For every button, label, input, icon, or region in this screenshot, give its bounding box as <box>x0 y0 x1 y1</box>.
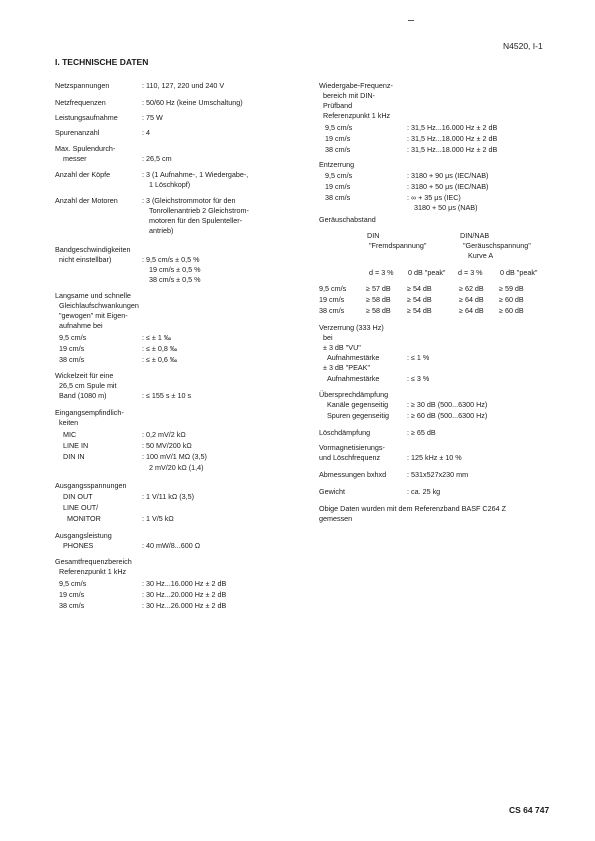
spec-eingang-label: Eingangsempfindlich- <box>55 408 124 417</box>
geraeusch-col-header: d = 3 % <box>458 268 483 277</box>
spec-loesch-value: : ≥ 65 dB <box>407 428 436 437</box>
geraeusch-col-header: d = 3 % <box>369 268 394 277</box>
spec-freq-label: Netzfrequenzen <box>55 98 106 107</box>
spec-abm-value: : 531x527x230 mm <box>407 470 469 479</box>
spec-gleich-speed: 38 cm/s <box>59 355 85 364</box>
spec-gew-label: Gewicht <box>319 487 345 496</box>
spec-wieder-label: Referenzpunkt 1 kHz <box>323 111 391 120</box>
spec-dinout-value: : 1 V/11 kΩ (3,5) <box>142 492 194 501</box>
spec-gleich-value: : ≤ ± 1 ‰ <box>142 333 172 342</box>
spec-entz-value: : 3180 + 50 μs (IEC/NAB) <box>407 182 489 191</box>
footnote: gemessen <box>319 514 353 523</box>
spec-motoren-value: : 3 (Gleichstrommotor für den <box>142 196 236 205</box>
spec-lineout-label: LINE OUT/ <box>63 503 99 512</box>
spec-eingang-label: keiten <box>59 418 79 427</box>
spec-linein-label: LINE IN <box>63 441 89 450</box>
spec-band-label: nicht einstellbar) <box>59 255 112 264</box>
spec-dinin-value: : 100 mV/1 MΩ (3,5) <box>142 452 207 461</box>
spec-netz-label: Netzspannungen <box>55 81 110 90</box>
spec-gesamt-label: Referenzpunkt 1 kHz <box>59 567 127 576</box>
spec-lineout-value: : 1 V/5 kΩ <box>142 514 174 523</box>
spec-verz-auf: Aufnahmestärke <box>327 353 380 362</box>
spec-band-value: 19 cm/s ± 0,5 % <box>149 265 201 274</box>
geraeusch-dinnab-head: DIN/NAB <box>460 231 490 240</box>
spec-gesamt-value: : 30 Hz...26.000 Hz ± 2 dB <box>142 601 227 610</box>
spec-gleich-value: : ≤ ± 0,6 ‰ <box>142 355 178 364</box>
spec-gesamt-value: : 30 Hz...20.000 Hz ± 2 dB <box>142 590 227 599</box>
spec-wickel-value: : ≤ 155 s ± 10 s <box>142 391 192 400</box>
spec-gesamt-speed: 38 cm/s <box>59 601 85 610</box>
spec-wieder-value: : 31,5 Hz...18.000 Hz ± 2 dB <box>407 145 498 154</box>
spec-band-value: : 9,5 cm/s ± 0,5 % <box>142 255 200 264</box>
geraeusch-cell: ≥ 59 dB <box>499 284 524 293</box>
geraeusch-cell: ≥ 64 dB <box>459 295 484 304</box>
spec-gleich-label: aufnahme bei <box>59 321 103 330</box>
spec-motoren-value: Tonrollenantrieb 2 Gleichstrom- <box>149 206 249 215</box>
spec-gleich-value: : ≤ ± 0,8 ‰ <box>142 344 178 353</box>
document-id: N4520, I-1 <box>503 41 543 51</box>
geraeusch-dinnab-sub2: Kurve A <box>468 251 494 260</box>
spec-spur-label: Spurenanzahl <box>55 128 100 137</box>
spec-ueber-label: Übersprechdämpfung <box>319 390 389 399</box>
spec-gesamt-value: : 30 Hz...16.000 Hz ± 2 dB <box>142 579 227 588</box>
spec-phones-label: PHONES <box>63 541 94 550</box>
spec-verz-label: Verzerrung (333 Hz) <box>319 323 384 332</box>
spec-wieder-speed: 19 cm/s <box>325 134 351 143</box>
spec-verz-bei: bei <box>323 333 333 342</box>
geraeusch-col-header: 0 dB "peak" <box>500 268 538 277</box>
spec-gleich-speed: 9,5 cm/s <box>59 333 87 342</box>
footer-code: CS 64 747 <box>509 805 550 815</box>
geraeusch-row-speed: 19 cm/s <box>319 295 345 304</box>
spec-entz-value: 3180 + 50 μs (NAB) <box>414 203 478 212</box>
geraeusch-dinnab-sub: "Geräuschspannung" <box>463 241 531 250</box>
spec-gesamt-speed: 19 cm/s <box>59 590 85 599</box>
geraeusch-row-speed: 38 cm/s <box>319 306 345 315</box>
geraeusch-row-speed: 9,5 cm/s <box>319 284 347 293</box>
spec-gesamt-speed: 9,5 cm/s <box>59 579 87 588</box>
spec-dinin-label: DIN IN <box>63 452 85 461</box>
spec-geraeusch-label: Geräuschabstand <box>319 215 376 224</box>
geraeusch-col-header: 0 dB "peak" <box>408 268 446 277</box>
spec-verz-auf: Aufnahmestärke <box>327 374 380 383</box>
spec-ueber-k-value: : ≥ 30 dB (500...6300 Hz) <box>407 400 488 409</box>
spec-spule-label: messer <box>63 154 87 163</box>
geraeusch-din-head: DIN <box>367 231 380 240</box>
spec-koepfe-label: Anzahl der Köpfe <box>55 170 111 179</box>
spec-gleich-label: Gleichlaufschwankungen <box>59 301 139 310</box>
geraeusch-cell: ≥ 58 dB <box>366 295 391 304</box>
spec-gleich-label: Langsame und schnelle <box>55 291 131 300</box>
spec-freq-value: : 50/60 Hz (keine Umschaltung) <box>142 98 243 107</box>
spec-wieder-label: bereich mit DIN- <box>323 91 375 100</box>
spec-vormag-value: : 125 kHz ± 10 % <box>407 453 462 462</box>
spec-spule-label: Max. Spulendurch- <box>55 144 116 153</box>
geraeusch-cell: ≥ 54 dB <box>407 295 432 304</box>
spec-vormag-label: Vormagnetisierungs- <box>319 443 385 452</box>
spec-spur-value: : 4 <box>142 128 150 137</box>
geraeusch-cell: ≥ 54 dB <box>407 306 432 315</box>
geraeusch-cell: ≥ 60 dB <box>499 295 524 304</box>
footnote: Obige Daten wurden mit dem Referenzband BASF C264 Z <box>319 504 506 513</box>
spec-entz-speed: 38 cm/s <box>325 193 351 202</box>
spec-vormag-label: und Löschfrequenz <box>319 453 381 462</box>
spec-band-label: Bandgeschwindigkeiten <box>55 245 131 254</box>
spec-wieder-label: Prüfband <box>323 101 353 110</box>
geraeusch-cell: ≥ 60 dB <box>499 306 524 315</box>
spec-entz-label: Entzerrung <box>319 160 355 169</box>
geraeusch-cell: ≥ 64 dB <box>459 306 484 315</box>
spec-wieder-value: : 31,5 Hz...18.000 Hz ± 2 dB <box>407 134 498 143</box>
geraeusch-cell: ≥ 54 dB <box>407 284 432 293</box>
geraeusch-cell: ≥ 62 dB <box>459 284 484 293</box>
spec-leist-label: Leistungsaufnahme <box>55 113 118 122</box>
spec-lineout-label: MONITOR <box>67 514 101 523</box>
spec-wickel-label: Band (1080 m) <box>59 391 107 400</box>
spec-gleich-label: "gewogen" mit Eigen- <box>59 311 128 320</box>
spec-gew-value: : ca. 25 kg <box>407 487 441 496</box>
spec-mic-value: : 0,2 mV/2 kΩ <box>142 430 186 439</box>
spec-entz-value: : ∞ + 35 μs (IEC) <box>407 193 461 202</box>
section-title: I. TECHNISCHE DATEN <box>55 57 149 67</box>
spec-ausgspann-label: Ausgangsspannungen <box>55 481 127 490</box>
spec-motoren-value: antrieb) <box>149 226 174 235</box>
spec-entz-speed: 9,5 cm/s <box>325 171 353 180</box>
spec-verz-value: : ≤ 1 % <box>407 353 430 362</box>
geraeusch-cell: ≥ 58 dB <box>366 306 391 315</box>
spec-linein-value: : 50 MV/200 kΩ <box>142 441 192 450</box>
spec-ueber-s-label: Spuren gegenseitig <box>327 411 389 420</box>
spec-mic-label: MIC <box>63 430 77 439</box>
spec-phones-value: : 40 mW/8...600 Ω <box>142 541 201 550</box>
top-dash <box>408 20 414 21</box>
spec-wieder-label: Wiedergabe-Frequenz- <box>319 81 393 90</box>
spec-entz-value: : 3180 + 90 μs (IEC/NAB) <box>407 171 489 180</box>
spec-motoren-label: Anzahl der Motoren <box>55 196 118 205</box>
spec-wickel-label: 26,5 cm Spule mit <box>59 381 117 390</box>
geraeusch-cell: ≥ 57 dB <box>366 284 391 293</box>
spec-verz-vu: ± 3 dB "VU" <box>323 343 361 352</box>
spec-motoren-value: motoren für den Spulenteller- <box>149 216 243 225</box>
spec-abm-label: Abmessungen bxhxd <box>319 470 387 479</box>
spec-ueber-k-label: Kanäle gegenseitig <box>327 400 389 409</box>
spec-ausgleist-label: Ausgangsleistung <box>55 531 112 540</box>
spec-wieder-speed: 9,5 cm/s <box>325 123 353 132</box>
spec-entz-speed: 19 cm/s <box>325 182 351 191</box>
geraeusch-din-sub: "Fremdspannung" <box>369 241 427 250</box>
spec-spule-value: : 26,5 cm <box>142 154 172 163</box>
spec-leist-value: : 75 W <box>142 113 163 122</box>
spec-loesch-label: Löschdämpfung <box>319 428 371 437</box>
spec-band-value: 38 cm/s ± 0,5 % <box>149 275 201 284</box>
spec-koepfe-value: : 3 (1 Aufnahme-, 1 Wiedergabe-, <box>142 170 249 179</box>
spec-wieder-speed: 38 cm/s <box>325 145 351 154</box>
spec-gesamt-label: Gesamtfrequenzbereich <box>55 557 132 566</box>
spec-netz-value: : 110, 127, 220 und 240 V <box>142 81 225 90</box>
spec-koepfe-value: 1 Löschkopf) <box>149 180 191 189</box>
spec-verz-peak: ± 3 dB "PEAK" <box>323 363 371 372</box>
spec-verz-value: : ≤ 3 % <box>407 374 430 383</box>
spec-wickel-label: Wickelzeit für eine <box>55 371 114 380</box>
spec-wieder-value: : 31,5 Hz...16.000 Hz ± 2 dB <box>407 123 498 132</box>
spec-dinin-value: 2 mV/20 kΩ (1,4) <box>149 463 204 472</box>
spec-dinout-label: DIN OUT <box>63 492 93 501</box>
spec-gleich-speed: 19 cm/s <box>59 344 85 353</box>
spec-ueber-s-value: : ≥ 60 dB (500...6300 Hz) <box>407 411 488 420</box>
